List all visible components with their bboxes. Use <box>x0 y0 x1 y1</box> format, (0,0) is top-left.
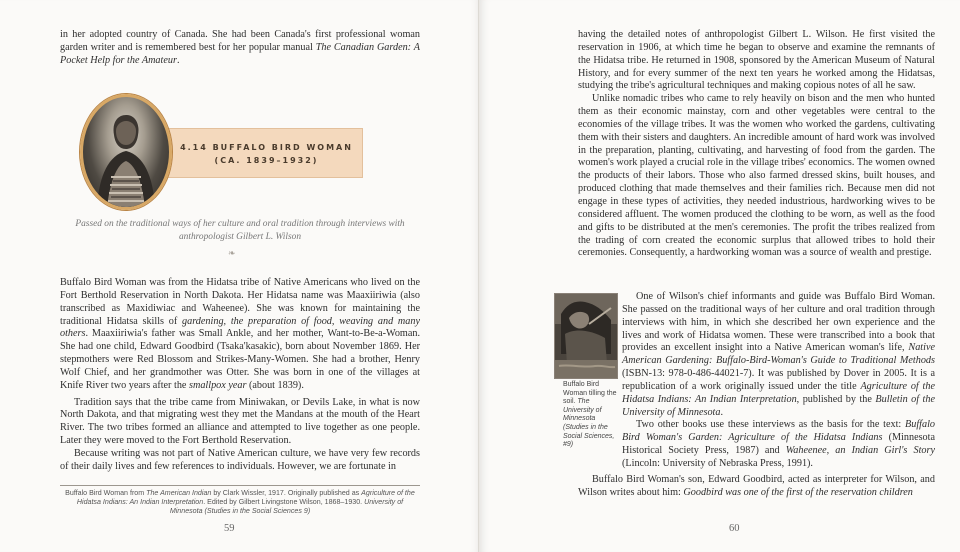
right-paragraph-4-start: Two other books use these interviews as the basis for the text: Buffalo Bird Woman's Garden: Agriculture of the Hidatsa Indians (Minnesota Historical Society Press, 1987) and Waheenee, an Indian Girl's Story (Lincoln: University of Nebraska Press, 1991). <box>622 419 935 469</box>
section-heading-dates: (CA. 1839–1932) <box>214 156 319 165</box>
image-credit-footnote: Buffalo Bird Woman from The American Indian by Clark Wissler, 1917. Originally published as Agriculture of the Hidatsa Indians: An Indian Interpretation. Edited by Gilbert Livingstone Wilson, 1868–1930. University of Minnesota (Studies in the Social Sciences 9) <box>65 489 415 515</box>
footnote-divider <box>60 485 420 486</box>
left-paragraph-3: Because writing was not part of Native American culture, we have very few records of their daily lives and few references to individuals. However, we are fortunate in <box>60 447 420 472</box>
portrait-caption: Passed on the traditional ways of her culture and oral tradition through interviews with anthropologist Gilbert L. Wilson <box>75 219 405 242</box>
portrait-photo <box>80 94 172 210</box>
right-paragraph-2: Unlike nomadic tribes who came to rely heavily on bison and the men who hunted them as their economic mainstay, corn and other vegetables were central to the economies of the village tribes. It was the women who worked the gardens, cultivating them with their sisters and daughters. An incredible amount of hard work was involved in the preparation, planting, cultivating, and harvesting of food from the garden. The women's work played a crucial role in the village tribes' economics. The women owned the products of their labors. Those who also farmed dressed skins, built houses, and produced clothing that made themselves and their families rich. Because men did not engage in these types of activities, they needed industrious, hardworking wives to be considered affluent. The women produced the clothing to be worn, as well as the food and gifts to be distributed at the men's ceremonies. The profit the tribes realized from the trading of corn created the economic surplus that allowed tribes to hold their ceremonies. Consequently, a hardworking woman was a source of wealth and prestige. <box>578 93 935 259</box>
left-paragraph-2: Tradition says that the tribe came from Miniwakan, or Devils Lake, in what is now North Dakota, and that migrating west they met the Mandans at the mouth of the Heart River. The two tribes formed an alliance and attempted to live together as one people. Later they were moved to the Fort Berthold Reservation. <box>60 396 420 447</box>
left-top-paragraph: in her adopted country of Canada. She had been Canada's first professional woman garden writer and is remembered best for her popular manual The Canadian Garden: A Pocket Help for the Amateur. <box>60 29 420 66</box>
right-top-text <box>578 29 935 260</box>
section-heading-banner <box>150 128 363 178</box>
page-number-right: 60 <box>729 523 740 534</box>
left-paragraph-1: Buffalo Bird Woman was from the Hidatsa tribe of Native Americans who lived on the Fort Berthold Reservation in North Dakota. Her Hidatsa name was Maaxiiriwia (also transcribed as Maxidiwiac and Waheenee). She was known for maintaining the traditional Hidatsa skills of gardening, the preparation of food, weaving and many others. Maaxiiriwia's father was Small Ankle, and her mother, Want-to-Be-a-Woman. She had one child, Edward Goodbird (Tsaka'kasakic), born about November 1869. Her stepmothers were Red Blossom and Strikes-Many-Women. She had a brother, Henry Wolf Chief, and her grandmother was Otter. She was born in one of the villages at Knife River two years after the smallpox year (about 1839). <box>60 277 421 391</box>
field-photo <box>554 293 618 379</box>
photo-caption: Buffalo Bird Woman tilling the soil. The University of Minnesota (Studies in the Social Sciences, #9) <box>563 381 617 449</box>
right-bottom-text <box>578 474 935 500</box>
portrait-figure <box>83 97 169 207</box>
section-heading-title: 4.14 BUFFALO BIRD WOMAN <box>180 143 353 152</box>
left-main-text <box>60 277 420 474</box>
ornament-fleuron: ❧ <box>228 249 236 259</box>
right-paragraph-1: having the detailed notes of anthropologist Gilbert L. Wilson. He first visited the reservation in 1906, at which time he began to observe and examine the remnants of the Hidatsa tribe. He returned in 1908, sponsored by the American Museum of Natural History, and for every summer of the next ten years he worked among the Hidatsas, studying the tribe's agricultural techniques and making copious notes of all he saw. <box>578 29 935 92</box>
right-page <box>480 0 960 552</box>
page-number-left: 59 <box>224 523 235 534</box>
right-paragraph-3: One of Wilson's chief informants and guide was Buffalo Bird Woman. She passed on the traditional ways of her culture and oral tradition through interviews with him, in which she described her own experience and the lives and work of Hidatsa women. These were transcribed into a book that provides an excellent insight into a Native American woman's life, Native American Gardening: Buffalo-Bird-Woman's Guide to Traditional Methods (ISBN-13: 978-0-486-44021-7). It was published by Dover in 2005. It is a republication of a work originally issued under the title Agriculture of the Hidatsa Indians: An Indian Interpretation, published by the Bulletin of the University of Minnesota. <box>622 291 935 418</box>
field-photo-image <box>555 294 617 378</box>
right-wrapped-text <box>622 291 935 471</box>
right-paragraph-5: Buffalo Bird Woman's son, Edward Goodbird, acted as interpreter for Wilson, and Wilson writes about him: Goodbird was one of the first of the reservation children <box>578 474 935 498</box>
